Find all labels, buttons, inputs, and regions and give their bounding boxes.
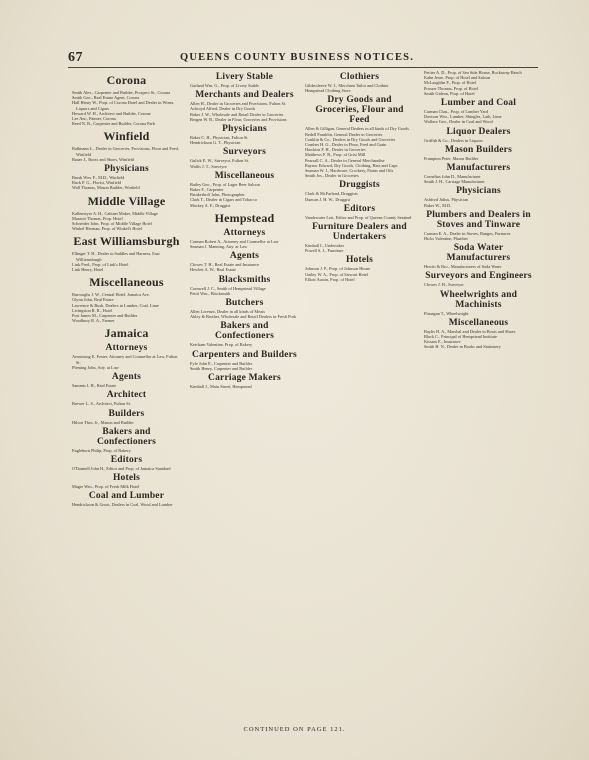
directory-entry: Bailey Geo., Prop. of Lager Beer Saloon	[190, 181, 260, 187]
directory-entry: Hempstead Clothing Store	[305, 88, 351, 94]
directory-entry: Conklin & Co., Dealers in Dry Goods and Groceries	[305, 136, 396, 142]
directory-entry: Kahn Jesse, Prop. of Hotel and Saloon	[424, 75, 491, 81]
category-heading: Physicians	[222, 124, 267, 135]
directory-entry: Ellinger T. H., Dealer in Saddles and Harness, East Williamsburgh	[72, 251, 160, 262]
town-heading: Middle Village	[87, 193, 166, 208]
category-heading: Carriage Makers	[208, 373, 281, 384]
category-heading: Butchers	[225, 298, 264, 309]
category-heading: Carpenters and Builders	[192, 349, 297, 360]
category-heading: Agents	[111, 372, 142, 383]
directory-entry: Gildersleeve W. J., Merchant Tailor and Clothier	[305, 83, 389, 88]
category-heading: Plumbers and Dealers in Stoves and Tinware	[426, 209, 531, 230]
directory-entry: Johnson J. P., Prop. of Johnson House	[305, 266, 371, 272]
directory-entry: Hicks Valentine, Plumber	[424, 236, 468, 242]
directory-entry: Carman E. A., Dealer in Stoves, Ranges, Furnaces	[424, 230, 511, 236]
directory-entry: Pearsall C. A., Dealer in General Merchandise	[305, 157, 385, 163]
directory-entry: Allen & Gilligan, General Dealers in all kinds of Dry Goods	[305, 126, 409, 132]
directory-entry: Hilton Thos. Jr., Mason and Builder	[72, 419, 134, 425]
category-heading: Blacksmiths	[218, 274, 271, 285]
directory-entry: Link Henry, Hotel	[72, 267, 104, 273]
directory-entry: Fleming John, Atty. at Law	[72, 364, 119, 370]
directory-entry: Maszott Thomas, Prop. Hotel	[72, 215, 123, 221]
category-heading: Editors	[110, 454, 143, 465]
directory-entry: Brewer L. S., Architect, Fulton St.	[72, 401, 131, 407]
category-heading: Physicians	[456, 186, 501, 197]
directory-entry: Reed N. B., Carpenter and Builder, Corona Park	[72, 121, 156, 127]
directory-entry: Kallemeyer A. H., Cabinet Maker, Middle Village	[72, 210, 158, 216]
directory-entry: Oatley W. A., Prop. of Stewart Hotel	[305, 271, 369, 277]
directory-entry: Smith J. H., Carriage Manufacturer	[424, 179, 485, 185]
page-header	[68, 50, 538, 66]
category-heading: Clothiers	[339, 72, 380, 82]
directory-entry: Hall Henry W., Prop. of Corona Hotel and Dealer in Wines, Liquors and Cigars	[72, 100, 175, 111]
directory-entry: Cornelius John D., Manufacturer	[424, 174, 481, 180]
header-rule	[68, 67, 538, 68]
category-heading: Hotels	[345, 255, 374, 266]
category-heading: Dry Goods and Groceries, Flour and Feed	[315, 95, 404, 126]
directory-entry: Howard W. H., Architect and Builder, Corona	[72, 110, 151, 116]
directory-entry: Wallace Geo., Dealer in Coal and Wood	[424, 119, 493, 125]
category-heading: Hotels	[112, 473, 141, 484]
directory-entry: Carman Robert A., Attorney and Counsellor at Law	[190, 238, 279, 244]
category-heading: Attorneys	[223, 227, 266, 238]
town-heading: Miscellaneous	[89, 275, 164, 290]
directory-entry: Baker F., Carpenter	[190, 187, 224, 193]
directory-entry: Livingston R. R., Hotel	[72, 307, 113, 313]
directory-entry: Armstrong E. Foster, Attorney and Counsellor at Law, Fulton St.	[72, 354, 178, 365]
directory-entry: Baker W., M.D.	[424, 202, 452, 208]
directory-entry: Seaman W. J., Hardware, Crockery, Paints and Oils	[305, 168, 394, 174]
directory-entry: Clowes T. H., Real Estate and Insurance	[190, 262, 260, 268]
directory-entry: Hewitt & Bro., Manufacturers of Soda Water	[424, 264, 502, 270]
directory-entry: Ackroyd Alfred, Dealer in Dry Goods	[190, 106, 256, 112]
column-2	[190, 70, 299, 720]
category-heading: Manufacturers	[446, 163, 511, 174]
directory-entry: Griffith & Co., Dealers in Liquors	[424, 137, 483, 143]
directory-entry: Duncan J. H. W., Druggist	[305, 196, 351, 202]
directory-entry: Schneider John, Prop. of Middle Village Hotel	[72, 221, 152, 227]
town-heading: Jamaica	[104, 326, 149, 341]
column-4	[424, 70, 533, 720]
directory-entry: Davison Wm., Lumber, Shingles, Lath, Lime	[424, 114, 502, 120]
directory-entry: McLaughlin F., Prop. of Hotel	[424, 80, 477, 86]
category-heading: Druggists	[339, 180, 380, 191]
category-heading: Liquor Dealers	[446, 126, 511, 137]
directory-entry: Hendrickson G. T., Physician	[190, 140, 241, 146]
directory-entry: Wall Thomas, Mason Builder, Winfield	[72, 185, 140, 191]
directory-entry: Raynor Edward, Dry Goods, Clothing, Hats and Caps	[305, 162, 398, 168]
category-heading: Editors	[343, 203, 376, 214]
directory-entry: Pettier A. D., Prop. of Sea Side House, Rockaway Beach	[424, 70, 522, 75]
category-heading: Bakers and Confectioners	[96, 426, 157, 447]
directory-entry: Ketcham Valentine, Prop. of Bakery	[190, 342, 253, 348]
directory-entry: Flanagan T., Wheelwright	[424, 310, 469, 316]
running-title: QUEENS COUNTY BUSINESS NOTICES.	[180, 52, 415, 63]
directory-entry: Hawkins F. H., Dealer in Groceries	[305, 147, 366, 153]
category-heading: Coal and Lumber	[88, 491, 165, 502]
continued-note: CONTINUED ON PAGE 121.	[243, 726, 346, 733]
category-heading: Miscellaneous	[214, 170, 275, 181]
directory-entry: Ballmann L., Dealer in Groceries, Provisions, Flour and Feed, Winfield	[72, 146, 179, 157]
directory-entry: Link Fred., Prop. of Link's Hotel	[72, 261, 129, 267]
directory-entry: Powell S. J., Furniture	[305, 248, 344, 254]
directory-entry: Garland Wm. G., Prop. of Livery Stable	[190, 83, 259, 88]
directory-entry: Clark T., Dealer in Cigars and Tobacco	[190, 197, 257, 203]
directory-entry: Frampton Peter, Mason Builder	[424, 155, 479, 161]
directory-entry: O'Donnell John H., Editor and Prop. of Jamaica Standard	[72, 465, 171, 471]
directory-entry: Glynn John, Real Estate	[72, 297, 114, 303]
page-number: 67	[68, 50, 83, 65]
directory-entry: Baker C. H., Physician, Fulton St.	[190, 135, 249, 141]
directory-entry: Elliott Austin, Prop. of Hotel	[305, 276, 355, 282]
directory-entry: Matthews F. B., Prop. of Grist Mill	[305, 152, 366, 158]
directory-entry: Bergen W. B., Dealer in Flour, Groceries and Provisions	[190, 116, 287, 122]
directory-entry: Smith Jos., Dealer in Groceries	[305, 173, 359, 179]
category-heading: Builders	[108, 408, 145, 419]
directory-entry: Mager Wm., Prop. of Fresh Milk Hotel	[72, 484, 140, 490]
directory-entry: Brush Wm. F., M.D., Winfield	[72, 175, 125, 181]
directory-entry: Buck F. G., Florist, Winfield	[72, 180, 122, 186]
directory-entry: Smith Geo., Real Estate Agent, Corona	[72, 95, 140, 101]
column-3	[305, 70, 414, 720]
category-heading: Agents	[229, 251, 260, 262]
directory-entry: Combes H. G., Dealer in Flour, Feed and Grain	[305, 142, 387, 148]
directory-entry: Mackey A. F., Druggist	[190, 202, 231, 208]
category-heading: Merchants and Dealers	[195, 90, 294, 101]
directory-entry: Ashford Julius, Physician	[424, 197, 469, 203]
directory-entry: Brinkerhoff John, Photographer	[190, 192, 245, 198]
directory-entry: Kissam E., Insurance	[424, 339, 461, 345]
directory-entry: Burroughs J. W., Central Hotel, Jamaica Ave.	[72, 292, 150, 298]
directory-entry: Smith Henry, Carpenter and Builder	[190, 365, 253, 371]
directory-entry: Hendrickson & Groot, Dealers in Coal, Wood and Lumber	[72, 502, 173, 508]
directory-entry: Baylis H. A., Marshal and Dealer in Boots and Shoes	[424, 328, 516, 334]
town-heading: Corona	[106, 73, 147, 87]
directory-entry: Englehorn Philip, Prop. of Bakery	[72, 447, 131, 453]
directory-entry: Cornwell J. C., Smith of Hempstead Village	[190, 285, 266, 291]
directory-entry: Black C., Principal of Hempstead Institute	[424, 334, 497, 340]
category-heading: Wheelwrights and Machinists	[439, 289, 518, 310]
directory-entry: Akley & Brother, Wholesale and Retail Dealers in Fresh Pork	[190, 314, 297, 320]
town-heading: Hempstead	[214, 210, 275, 225]
category-heading: Surveyors and Engineers	[425, 271, 532, 282]
directory-entry: Hewlett A. W., Real Estate	[190, 267, 236, 273]
directory-entry: Clark & McFarland, Druggists	[305, 191, 358, 197]
directory-entry: Lawrence & Bush, Dealers in Lumber, Coal, Lime	[72, 302, 159, 308]
directory-entry: Seaman J. Manning, Atty. at Law	[190, 244, 248, 250]
directory-entry: Allen H., Dealer in Groceries and Provisions, Fulton St.	[190, 101, 287, 107]
category-heading: Furniture Dealers and Undertakers	[312, 222, 407, 243]
category-heading: Bakers and Confectioners	[214, 321, 275, 342]
directory-entry: Fyfe John E., Carpenter and Builder	[190, 360, 253, 366]
category-heading: Soda Water Manufacturers	[446, 243, 511, 264]
directory-entry: Woodbury R. A., Farmer	[72, 318, 115, 324]
directory-entry: Kimball I., Undertaker	[305, 243, 345, 249]
directory-entry: Smith Gideon, Prop. of Hotel	[424, 90, 475, 96]
category-heading: Surveyors	[223, 147, 266, 158]
directory-entry: Allen Lorenzo, Dealer in all kinds of Meats	[190, 309, 265, 315]
directory-entry: Pettit Wm., Blacksmith	[190, 290, 231, 296]
column-1	[72, 70, 181, 720]
directory-entry: Clowes J. H., Surveyor	[424, 282, 464, 288]
category-heading: Mason Builders	[445, 144, 512, 155]
directory-entry: Bedell Franklin, General Dealer in Groceries	[305, 131, 383, 137]
category-heading: Lumber and Coal	[440, 98, 517, 109]
category-heading: Livery Stable	[215, 72, 274, 82]
directory-entry: Prosser Thomas, Prop. of Hotel	[424, 85, 479, 91]
directory-entry: Carman Chas., Prop. of Lumber Yard	[424, 109, 489, 115]
category-heading: Physicians	[104, 164, 149, 175]
directory-entry: Wallis J. T., Surveyor	[190, 163, 227, 169]
directory-entry: Post James M., Carpenter and Builder	[72, 313, 138, 319]
directory-entry: Gulick E. W., Surveyor, Fulton St.	[190, 158, 250, 164]
town-heading: Winfield	[103, 129, 150, 144]
directory-entry: Winkel Herman, Prop. of Winkel's Hotel	[72, 226, 142, 232]
category-heading: Miscellaneous	[448, 317, 509, 328]
directory-entry: Kimball J., Main Street, Hempstead	[190, 384, 252, 390]
directory-entry: Smith Alex., Carpenter and Builder, Prospect St., Corona	[72, 90, 171, 95]
town-heading: East Williamsburgh	[73, 234, 180, 249]
category-heading: Attorneys	[105, 343, 148, 354]
directory-entry: Smith H. N., Dealer in Books and Stationery	[424, 344, 501, 350]
directory-entry: Lee Ant., Painter, Corona	[72, 116, 116, 122]
category-heading: Architect	[106, 390, 147, 401]
directory-entry: Baker J. W., Wholesale and Retail Dealer in Groceries	[190, 111, 284, 117]
directory-entry: Sammis I. H., Real Estate	[72, 383, 117, 389]
directory-entry: Vandewater Lott, Editor and Prop. of Queens County Sentinel	[305, 214, 412, 220]
directory-entry: Bauer J., Boots and Shoes, Winfield	[72, 156, 135, 162]
